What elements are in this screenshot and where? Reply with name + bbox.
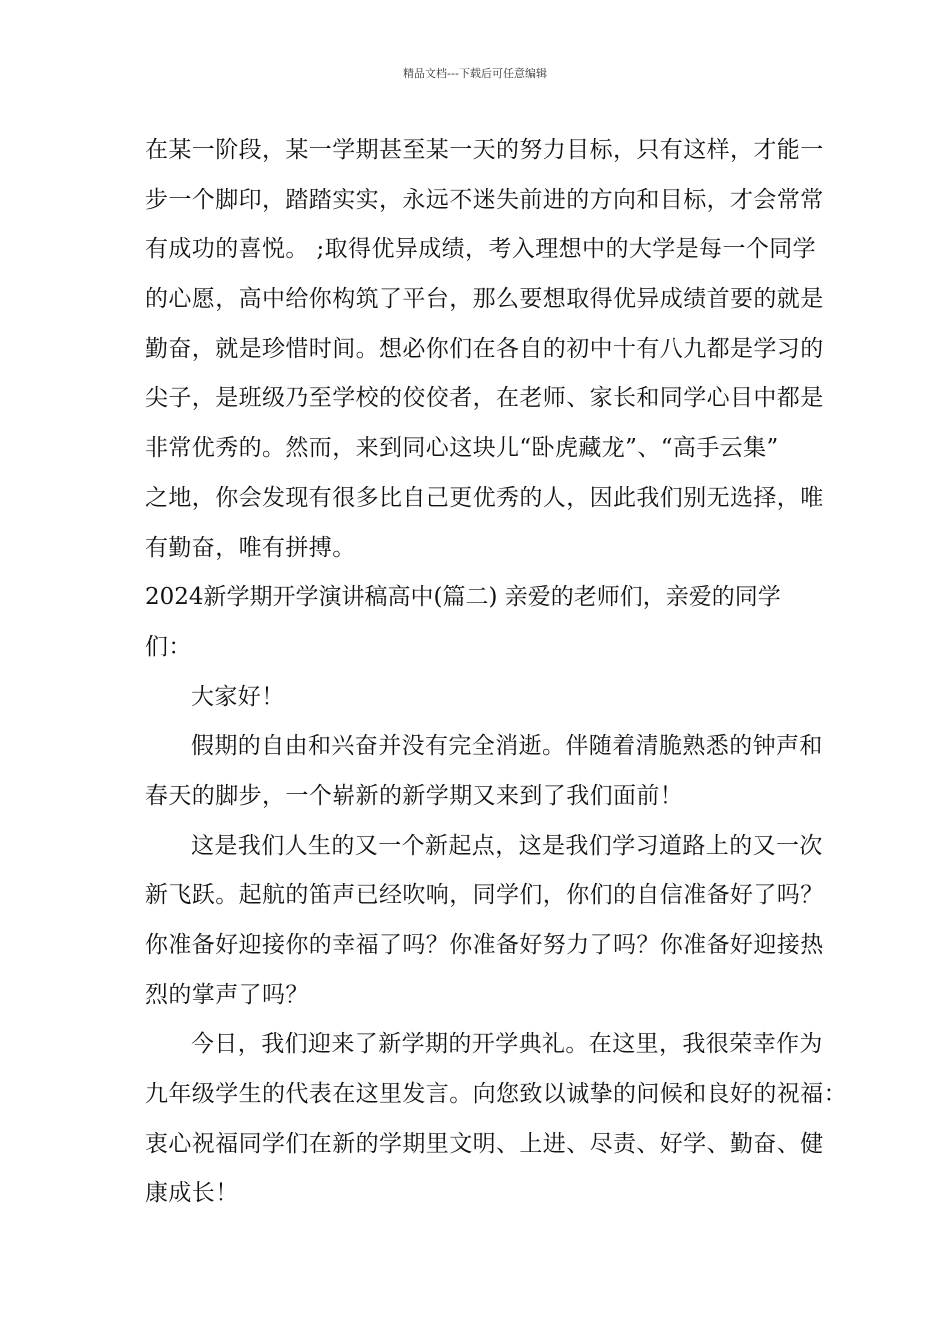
body-line: 非常优秀的。然而，来到同心这块儿“卧虎藏龙”、“高手云集” <box>145 435 779 462</box>
body-line: 尖子，是班级乃至学校的佼佼者，在老师、家长和同学心目中都是 <box>145 385 824 412</box>
body-line: 烈的掌声了吗？ <box>145 981 309 1008</box>
body-line: 步一个脚印，踏踏实实，永远不迷失前进的方向和目标，才会常常 <box>145 186 824 213</box>
body-line: 之地，你会发现有很多比自己更优秀的人，因此我们别无选择，唯 <box>145 484 824 511</box>
body-line: 有成功的喜悦。 ;取得优异成绩，考入理想中的大学是每一个同学 <box>145 236 817 263</box>
body-line: 康成长！ <box>145 1180 239 1207</box>
body-line: 在某一阶段，某一学期甚至某一天的努力目标，只有这样，才能一 <box>145 137 824 163</box>
body-line: 的心愿，高中给你构筑了平台，那么要想取得优异成绩首要的就是 <box>145 286 824 313</box>
body-line: 你准备好迎接你的幸福了吗？你准备好努力了吗？你准备好迎接热 <box>145 932 824 958</box>
body-line: 九年级学生的代表在这里发言。向您致以诚挚的问候和良好的祝福： <box>145 1081 847 1108</box>
body-line: 们： <box>145 633 192 660</box>
body-line: 新飞跃。起航的笛声已经吹响，同学们，你们的自信准备好了吗？ <box>145 882 824 909</box>
body-line: 今日，我们迎来了新学期的开学典礼。在这里，我很荣幸作为 <box>191 1031 823 1058</box>
body-line: 春天的脚步，一个崭新的新学期又来到了我们面前！ <box>145 782 684 809</box>
body-line: 衷心祝福同学们在新的学期里文明、上进、尽责、好学、勤奋、健 <box>145 1130 824 1157</box>
document-body <box>145 126 847 1219</box>
greeting-line: 大家好！ <box>191 683 285 710</box>
body-line: 有勤奋，唯有拼搏。 <box>145 534 356 561</box>
section-title-line: 2024新学期开学演讲稿高中(篇二) 亲爱的老师们，亲爱的同学 <box>145 584 781 611</box>
body-line: 这是我们人生的又一个新起点，这是我们学习道路上的又一次 <box>191 832 823 859</box>
body-line: 假期的自由和兴奋并没有完全消逝。伴随着清脆熟悉的钟声和 <box>191 733 823 760</box>
page-header: 精品文档---下载后可任意编辑 <box>403 67 547 80</box>
body-line: 勤奋，就是珍惜时间。想必你们在各自的初中十有八九都是学习的 <box>145 335 824 362</box>
